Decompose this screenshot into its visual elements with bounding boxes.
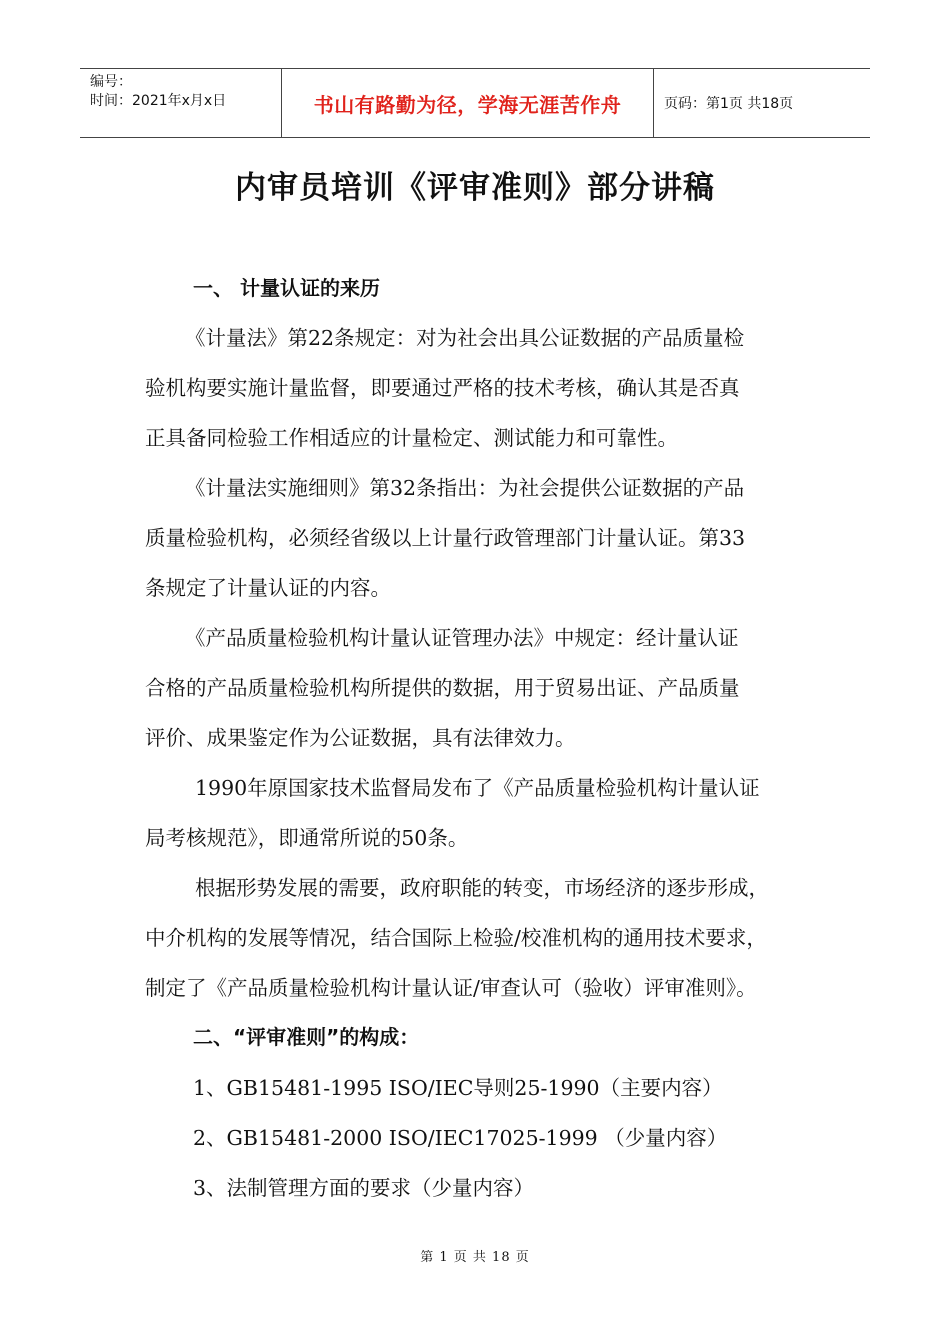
section-heading-2: 二、“评审准则”的构成：: [193, 1025, 420, 1049]
header-motto: 书山有路勤为径，学海无涯苦作舟: [313, 92, 622, 117]
header-page-info-cell: [654, 69, 870, 137]
paragraph-line: 《计量法实施细则》第32条指出：为社会提供公证数据的产品: [185, 476, 745, 500]
paragraph-line: 局考核规范》，即通常所说的50条。: [145, 826, 469, 850]
paragraph-line: 评价、成果鉴定作为公证数据，具有法律效力。: [145, 726, 576, 750]
list-item: 3、法制管理方面的要求（少量内容）: [193, 1176, 535, 1200]
paragraph-line: 验机构要实施计量监督，即要通过严格的技术考核，确认其是否真: [145, 376, 740, 400]
list-item: 2、GB15481-2000 ISO/IEC17025-1999 （少量内容）: [193, 1126, 728, 1150]
page-footer: 第 1 页 共 18 页: [420, 1250, 530, 1265]
document-header: [80, 68, 870, 138]
section-heading-1: 一、 计量认证的来历: [193, 276, 380, 300]
paragraph-line: 正具备同检验工作相适应的计量检定、测试能力和可靠性。: [145, 426, 678, 450]
document-title: 内审员培训《评审准则》部分讲稿: [235, 170, 715, 206]
document-number-label: 编号：: [90, 74, 132, 90]
paragraph-line: 1990年原国家技术监督局发布了《产品质量检验机构计量认证: [195, 776, 760, 800]
paragraph-line: 制定了《产品质量检验机构计量认证/审查认可（验收）评审准则》。: [145, 976, 757, 1000]
header-motto-cell: [281, 69, 654, 137]
document-date: 时间：2021年x月x日: [90, 93, 227, 109]
paragraph-line: 合格的产品质量检验机构所提供的数据，用于贸易出证、产品质量: [145, 676, 740, 700]
paragraph-line: 质量检验机构，必须经省级以上计量行政管理部门计量认证。第33: [145, 526, 746, 550]
list-item: 1、GB15481-1995 ISO/IEC导则25-1990（主要内容）: [193, 1076, 723, 1100]
header-page-info: 页码：第1页 共18页: [664, 96, 794, 112]
paragraph-line: 《产品质量检验机构计量认证管理办法》中规定：经计量认证: [185, 626, 739, 650]
paragraph-line: 《计量法》第22条规定：对为社会出具公证数据的产品质量检: [185, 326, 745, 350]
header-meta: [80, 69, 281, 137]
paragraph-line: 条规定了计量认证的内容。: [145, 576, 391, 600]
paragraph-line: 根据形势发展的需要，政府职能的转变，市场经济的逐步形成，: [195, 876, 769, 900]
paragraph-line: 中介机构的发展等情况，结合国际上检验/校准机构的通用技术要求，: [145, 926, 767, 950]
